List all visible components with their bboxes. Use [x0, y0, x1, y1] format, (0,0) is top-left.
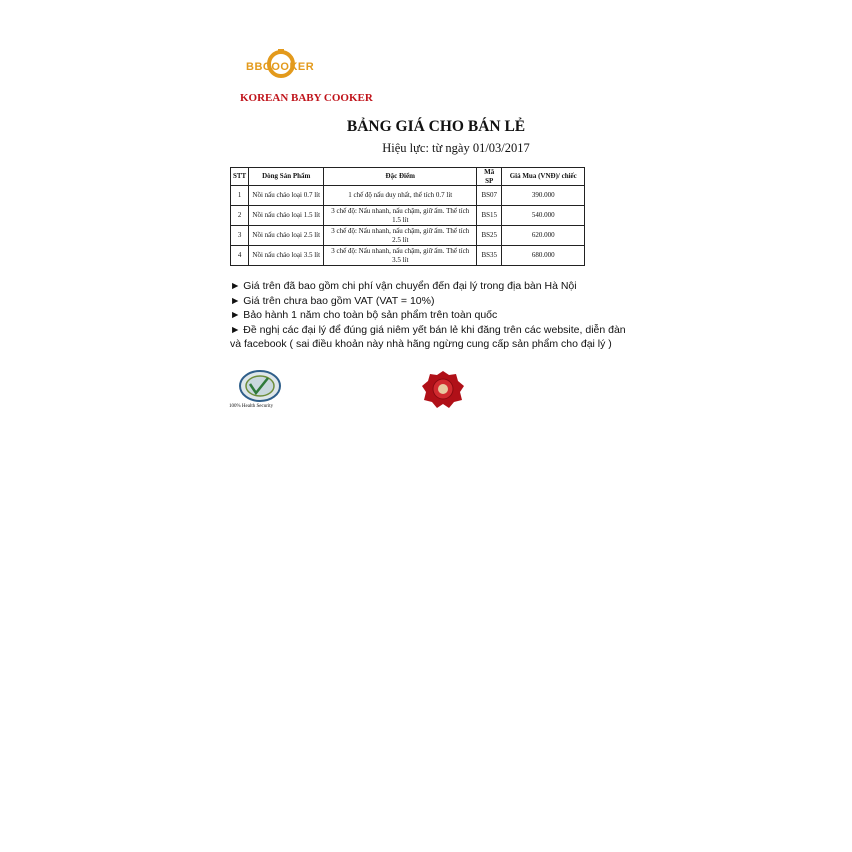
- cell-features: 3 chế độ: Nấu nhanh, nấu chậm, giữ ấm. Thể tích 2.5 lít: [324, 226, 477, 246]
- header-stt: STT: [231, 168, 249, 186]
- health-security-badge-icon: [238, 369, 282, 403]
- bbcooker-logo: [246, 48, 326, 84]
- badge-caption: 100% Health Security: [229, 404, 274, 409]
- table-row: [231, 246, 585, 266]
- red-wax-seal-icon: [420, 369, 466, 409]
- table-header-row: [231, 168, 585, 186]
- header-product-line: Dòng Sản Phẩm: [249, 168, 324, 186]
- note-item: ► Đề nghị các đại lý để đúng giá niêm yết bán lẻ khi đăng trên các website, diễn đàn và facebook ( sai điều khoản này nhà hãng ngừng cung cấp sản phẩm cho đại lý ): [230, 323, 626, 350]
- cell-product-code: BS35: [477, 246, 502, 266]
- cell-stt: 4: [231, 246, 249, 266]
- header-features: Đặc Điểm: [324, 168, 477, 186]
- table-row: [231, 206, 585, 226]
- cell-features: 1 chế độ nấu duy nhất, thể tích 0.7 lít: [324, 186, 477, 206]
- cell-product-code: BS07: [477, 186, 502, 206]
- brand-name: KOREAN BABY COOKER: [240, 92, 373, 104]
- header-price: Giá Mua (VNĐ)/ chiếc: [502, 168, 585, 186]
- cell-stt: 3: [231, 226, 249, 246]
- price-table: [230, 167, 585, 266]
- cell-price: 620.000: [502, 226, 585, 246]
- cell-price: 390.000: [502, 186, 585, 206]
- cell-product-code: BS25: [477, 226, 502, 246]
- table-row: [231, 186, 585, 206]
- cell-features: 3 chế độ: Nấu nhanh, nấu chậm, giữ ấm. Thể tích 3.5 lít: [324, 246, 477, 266]
- cell-product-code: BS15: [477, 206, 502, 226]
- cell-product-line: Nồi nấu cháo loại 2.5 lít: [249, 226, 324, 246]
- cell-product-line: Nồi nấu cháo loại 3.5 lít: [249, 246, 324, 266]
- effective-date: Hiệu lực: từ ngày 01/03/2017: [382, 141, 530, 155]
- cell-stt: 2: [231, 206, 249, 226]
- cell-price: 680.000: [502, 246, 585, 266]
- logo-text: BBCOOKER: [246, 61, 315, 73]
- page-title: BẢNG GIÁ CHO BÁN LẺ: [346, 118, 526, 135]
- header-product-code: Mã SP: [477, 168, 502, 186]
- cell-product-line: Nồi nấu cháo loại 0.7 lít: [249, 186, 324, 206]
- cell-features: 3 chế độ: Nấu nhanh, nấu chậm, giữ ấm. Thể tích 1.5 lít: [324, 206, 477, 226]
- table-row: [231, 226, 585, 246]
- note-item: ► Giá trên chưa bao gồm VAT (VAT = 10%): [230, 294, 435, 307]
- cell-price: 540.000: [502, 206, 585, 226]
- notes-list: [230, 279, 630, 352]
- cell-product-line: Nồi nấu cháo loại 1.5 lít: [249, 206, 324, 226]
- note-item: ► Giá trên đã bao gồm chi phí vận chuyển đến đại lý trong địa bàn Hà Nội: [230, 280, 577, 292]
- cell-stt: 1: [231, 186, 249, 206]
- note-item: ► Bảo hành 1 năm cho toàn bộ sản phẩm trên toàn quốc: [230, 309, 498, 321]
